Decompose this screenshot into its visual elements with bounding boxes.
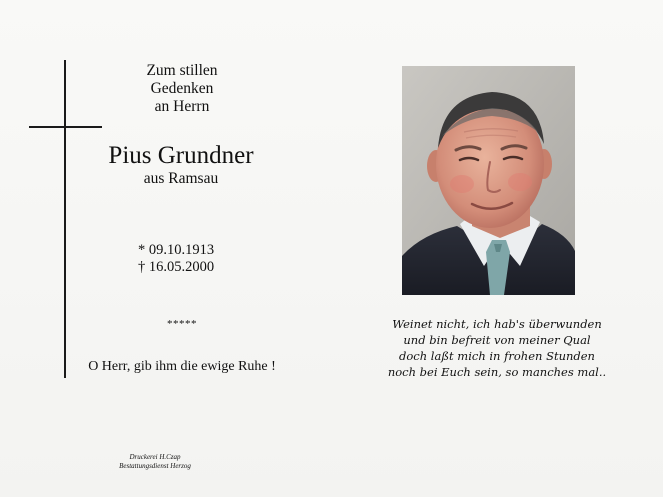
heading-line-3: an Herrn: [154, 98, 210, 115]
portrait-photo: [402, 66, 575, 295]
memorial-poem: [366, 316, 628, 380]
prayer-line: O Herr, gib ihm die ewige Ruhe !: [88, 359, 276, 374]
heading-line-2: Gedenken: [150, 80, 214, 97]
birth-date: * 09.10.1913: [138, 242, 215, 258]
star-separator: *****: [167, 318, 197, 330]
death-date: † 16.05.2000: [138, 259, 215, 275]
life-dates: [138, 242, 214, 276]
portrait-illustration: [402, 66, 575, 295]
printer-line-1: Druckerei H.Czap: [129, 453, 181, 461]
cross-vertical-bar: [64, 60, 66, 378]
poem-line-4: noch bei Euch sein, so manches mal..: [387, 365, 607, 379]
poem-line-3: doch laßt mich in frohen Stunden: [399, 349, 595, 363]
deceased-origin: aus Ramsau: [143, 170, 219, 187]
poem-line-1: Weinet nicht, ich hab's überwunden: [392, 317, 602, 331]
poem-line-2: und bin befreit von meiner Qual: [403, 333, 591, 347]
heading-line-1: Zum stillen: [146, 62, 218, 79]
printer-line-2: Bestattungsdienst Herzog: [119, 461, 191, 470]
printer-credit: [100, 453, 210, 470]
memorial-heading: [120, 62, 244, 116]
cross-horizontal-bar: [29, 126, 102, 128]
deceased-name: Pius Grundner: [108, 142, 254, 169]
